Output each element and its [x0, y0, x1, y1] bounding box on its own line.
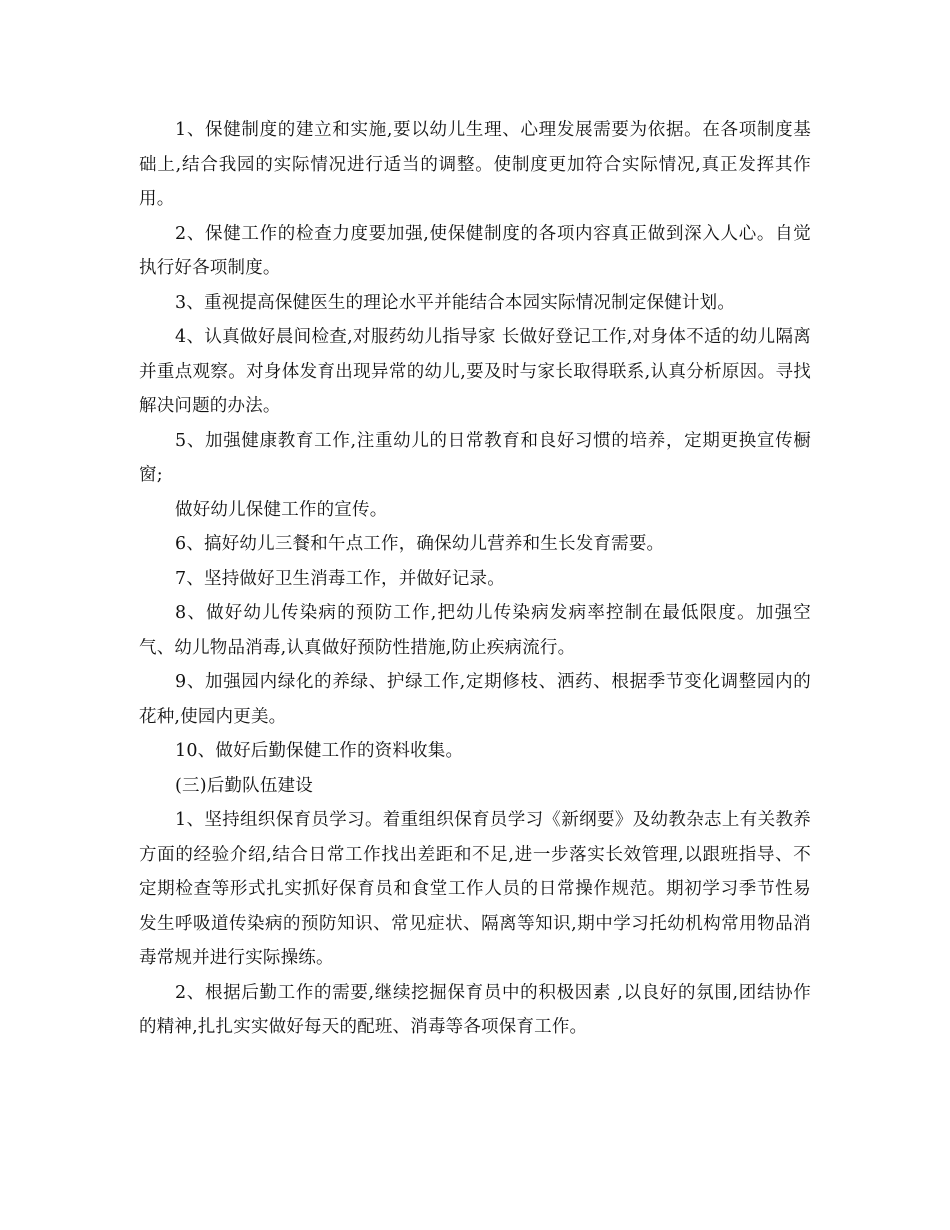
paragraph-2: 2、保健工作的检查力度要加强,使保健制度的各项内容真正做到深入人心。自觉执行好各项制度。 [139, 223, 811, 278]
paragraph-8: 8、做好幼儿传染病的预防工作,把幼儿传染病发病率控制在最低限度。加强空气、幼儿物品消毒,认真做好预防性措施,防止疾病流行。 [139, 603, 811, 658]
paragraph-3: 3、重视提高保健医生的理论水平并能结合本园实际情况制定保健计划。 [175, 292, 736, 313]
paragraph-team-1: 1、坚持组织保育员学习。着重组织保育员学习《新纲要》及幼教杂志上有关教养方面的经验介绍,结合日常工作找出差距和不足,进一步落实长效管理,以跟班指导、不定期检查等形式扎实抓好保育员和食堂工作人员的日常操作规范。期初学习季节性易发生呼吸道传染病的预防知识、常见症状、隔离等知识,期中学习托幼机构常用物品消毒常规并进行实际操练。 [139, 810, 811, 968]
paragraph-team-2: 2、根据后勤工作的需要,继续挖掘保育员中的积极因素 ,以良好的氛围,团结协作的精神,扎扎实实做好每天的配班、消毒等各项保育工作。 [139, 982, 811, 1037]
paragraph-5-continued: 做好幼儿保健工作的宣传。 [175, 499, 388, 520]
paragraph-5: 5、加强健康教育工作,注重幼儿的日常教育和良好习惯的培养，定期更换宣传橱窗; [139, 430, 811, 485]
paragraph-9: 9、加强园内绿化的养绿、护绿工作,定期修枝、洒药、根据季节变化调整园内的花种,使园内更美。 [139, 672, 811, 727]
section-heading-logistics-team: (三)后勤队伍建设 [175, 775, 313, 796]
document-body [139, 113, 811, 1045]
paragraph-1: 1、保健制度的建立和实施,要以幼儿生理、心理发展需要为依据。在各项制度基础上,结合我园的实际情况进行适当的调整。使制度更加符合实际情况,真正发挥其作用。 [139, 120, 811, 209]
paragraph-6: 6、搞好幼儿三餐和午点工作，确保幼儿营养和生长发育需要。 [175, 534, 665, 554]
paragraph-7: 7、坚持做好卫生消毒工作，并做好记录。 [175, 568, 505, 589]
paragraph-4: 4、认真做好晨间检查,对服药幼儿指导家 长做好登记工作,对身体不适的幼儿隔离并重点观察。对身体发育出现异常的幼儿,要及时与家长取得联系,认真分析原因。寻找解决问题的办法。 [139, 327, 811, 416]
paragraph-10: 10、做好后勤保健工作的资料收集。 [175, 741, 464, 761]
